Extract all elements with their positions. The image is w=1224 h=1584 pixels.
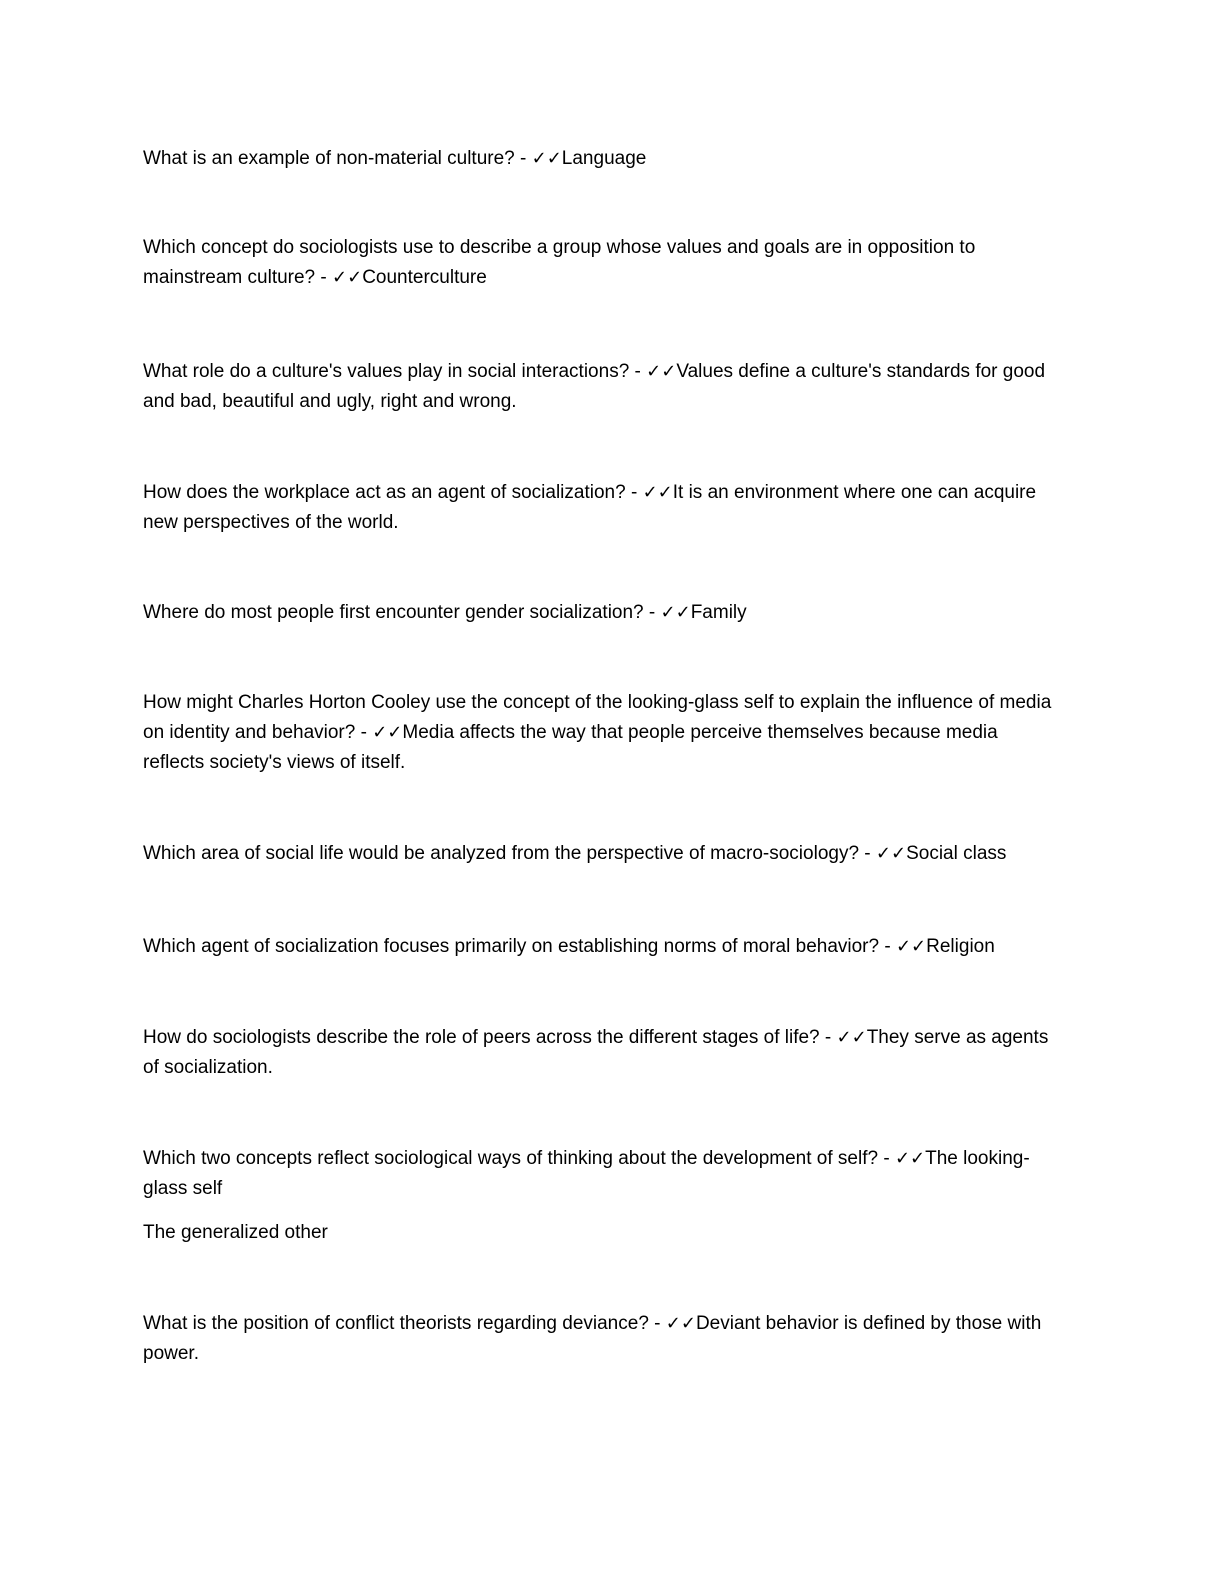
answer-text: Family [690,602,747,623]
qa-item [143,478,1063,538]
double-check-icon: ✓✓ [646,361,677,382]
answer-text: Language [561,148,647,169]
separator: - [819,1027,837,1048]
separator: - [514,148,532,169]
question-text: Which two concepts reflect sociological ways of thinking about the development of self? [143,1148,879,1169]
answer-text: Values define a culture's standards for good and bad, beautiful and ugly, right and wrong. [143,361,1046,412]
question-text: Which area of social life would be analyzed from the perspective of macro-sociology? [143,843,860,864]
double-check-icon: ✓✓ [895,936,927,957]
double-check-icon: ✓✓ [665,1313,696,1334]
qa-item [143,1023,1063,1083]
separator: - [629,361,647,382]
answer-text: Counterculture [362,267,487,288]
double-check-icon: ✓✓ [875,843,907,864]
double-check-icon: ✓✓ [660,602,691,623]
question-text: What is an example of non-material culture? [143,148,515,169]
qa-item [143,1309,1063,1369]
separator: - [315,267,333,288]
double-check-icon: ✓✓ [894,1148,926,1169]
answer-text: Deviant behavior is defined by those with power. [143,1313,1042,1364]
question-text: What role do a culture's values play in social interactions? [143,361,630,382]
double-check-icon: ✓✓ [372,722,403,743]
separator: - [355,722,373,743]
separator: - [878,1148,895,1169]
qa-item [143,598,1063,628]
qa-item [143,688,1063,778]
question-text: Where do most people first encounter gender socialization? [143,602,644,623]
double-check-icon: ✓✓ [836,1027,867,1048]
qa-item [143,144,1063,174]
separator: - [859,843,876,864]
qa-item [143,233,1063,293]
double-check-icon: ✓✓ [642,482,673,503]
double-check-icon: ✓✓ [531,148,562,169]
answer-text: Religion [926,936,995,957]
qa-item [143,932,1063,962]
answer-text: Media affects the way that people perceive themselves because media reflects society's views of itself. [143,722,998,773]
double-check-icon: ✓✓ [332,267,363,288]
question-text: Which concept do sociologists use to describe a group whose values and goals are in opposition to mainstream culture? [143,237,976,288]
question-text: How do sociologists describe the role of peers across the different stages of life? [143,1027,820,1048]
qa-item [143,357,1063,417]
answer-text: The looking-glass self [143,1148,1030,1199]
separator: - [643,602,661,623]
separator: - [879,936,896,957]
answer-text: Social class [906,843,1007,864]
qa-item [143,1144,1063,1248]
answer-extra-text: The generalized other [143,1222,328,1243]
separator: - [648,1313,666,1334]
answer-text: It is an environment where one can acquire new perspectives of the world. [143,482,1037,533]
question-text: How does the workplace act as an agent of socialization? [143,482,626,503]
answer-text: They serve as agents of socialization. [143,1027,1049,1078]
question-text: What is the position of conflict theorists regarding deviance? [143,1313,649,1334]
question-text: Which agent of socialization focuses primarily on establishing norms of moral behavior? [143,936,880,957]
separator: - [625,482,643,503]
question-text: How might Charles Horton Cooley use the concept of the looking-glass self to explain the influence of media on identity and behavior? [143,692,1052,743]
qa-item [143,839,1063,869]
